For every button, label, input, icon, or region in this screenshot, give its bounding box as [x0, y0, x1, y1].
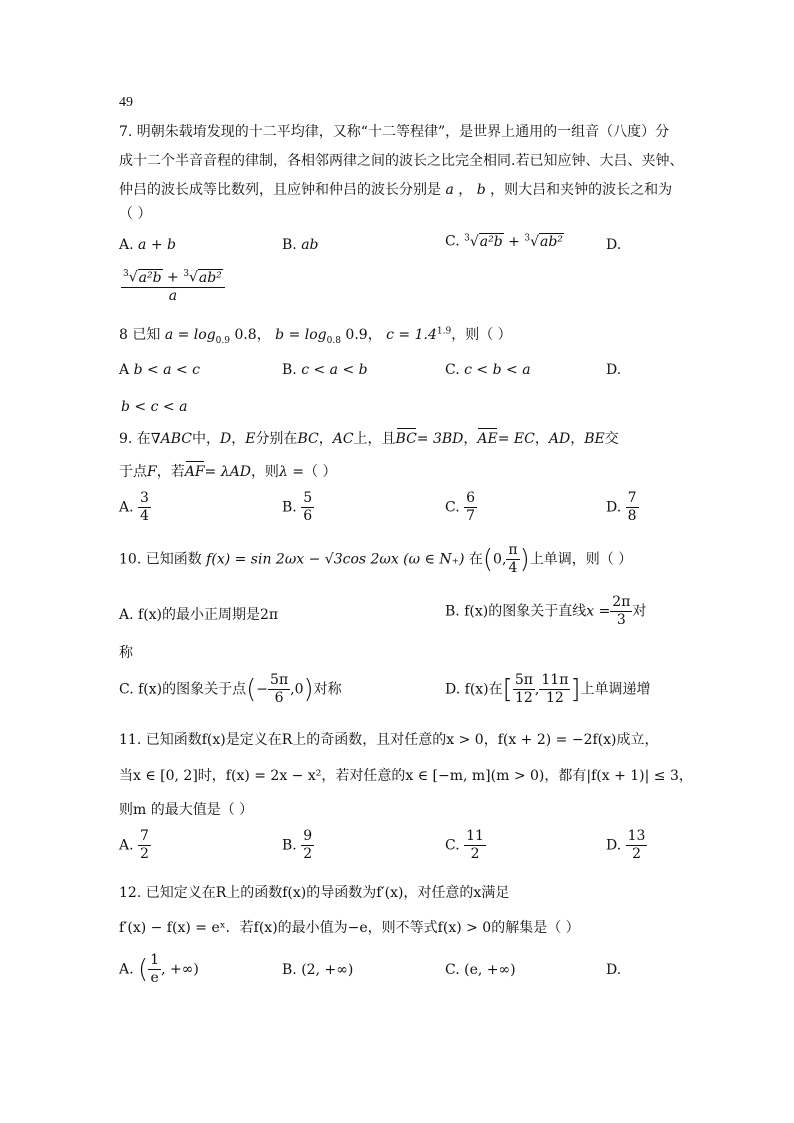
q12-option-c-label: C. — [445, 962, 460, 978]
q10-option-c-post: 对称 — [313, 681, 342, 698]
q11-option-a-label: A. — [119, 837, 134, 854]
q12-option-b — [282, 962, 353, 978]
q8-prefix: 8 已知 — [119, 327, 161, 343]
q12-option-c-text: (e, +∞) — [464, 962, 516, 978]
q9-option-a — [119, 490, 151, 525]
q9-line2-prefix: 于点 — [119, 464, 147, 480]
q11-option-b-num: 9 — [303, 828, 313, 844]
q9-vec-ae: AE — [477, 431, 498, 447]
q8-option-d-text: b < c < a — [121, 399, 188, 415]
q9-eq2-right: = EC — [497, 431, 535, 447]
q10-option-d-n2: 11π — [541, 672, 569, 688]
q8-option-b-label: B. — [282, 362, 297, 378]
q9-mid: 中， — [191, 431, 220, 447]
q11-option-a-num: 7 — [140, 828, 149, 844]
q8-a-base: 0.9 — [215, 335, 230, 346]
q9-option-b — [282, 490, 314, 525]
q10-option-d-label: D. — [445, 681, 461, 698]
q10-option-b-label: B. — [445, 603, 460, 620]
q9-option-d-den: 8 — [627, 508, 637, 524]
q9-seg-ad: AD — [548, 431, 571, 447]
q10-option-d-pre: f(x)在 — [464, 681, 503, 698]
q8-option-a-text: b < a < c — [133, 362, 200, 378]
q7-line2: 成十二个半音音程的律制，各相邻两律之间的波长之比完全相同.若已知应钟、大吕、夹钟、 — [119, 153, 684, 169]
q7-option-b-label: B. — [282, 237, 297, 253]
q9-option-a-den: 4 — [140, 508, 149, 524]
q10-in: 在 — [468, 551, 483, 568]
q9-seg-bc: BC — [297, 431, 319, 447]
q9-option-b-den: 6 — [303, 508, 313, 524]
q9-option-b-label: B. — [282, 499, 297, 516]
q10-option-b-wrap: 称 — [119, 645, 133, 661]
q7-option-c-expr: $^3$√a²b + $^3$√ab² — [464, 233, 563, 250]
q9-triangle: ∇ABC — [150, 431, 192, 447]
q10-option-d-d2: 12 — [545, 690, 564, 706]
q10-option-b-post: 对 — [632, 603, 647, 620]
q8-c-expr: c = 1.4 — [386, 327, 437, 343]
q7-option-d-label: D. — [606, 237, 622, 253]
q7-line1: 7. 明朝朱载堉发现的十二平均律，又称“十二等程律”，是世界上通用的一组音（八度）分 — [119, 124, 670, 140]
q9-prefix: 9. 在 — [119, 431, 151, 447]
q11-option-d — [606, 828, 647, 863]
q10-option-a-label: A. — [119, 607, 134, 623]
q11-option-c-den: 2 — [470, 846, 480, 862]
q10-option-b-pre: f(x)的图象关于直线 — [464, 603, 587, 620]
q9-eq3-right: = λAD — [204, 464, 251, 480]
q8-b-base: 0.8 — [326, 335, 341, 346]
q9-option-c-label: C. — [445, 499, 460, 516]
q7-option-d — [606, 237, 621, 253]
q9-option-b-num: 5 — [303, 490, 313, 506]
q12-option-d — [606, 962, 621, 978]
q12-option-a-num: 1 — [150, 952, 160, 968]
q7-option-a — [119, 237, 176, 253]
q9-option-c-den: 7 — [466, 508, 476, 524]
q8-c-exp: 1.9 — [436, 326, 452, 337]
q7-option-c — [445, 233, 564, 250]
q12-line2: f′(x) − f(x) = eˣ．若f(x)的最小值为−e，则不等式f(x) > 0的解集是（ ） — [119, 920, 580, 936]
q11-option-a — [119, 828, 151, 863]
q10-option-b-den: 3 — [616, 612, 626, 628]
q10-option-b — [445, 594, 646, 629]
q9-on: 上，且 — [353, 431, 396, 447]
q9-option-a-num: 3 — [140, 490, 149, 506]
q8-option-d-label: D. — [606, 362, 622, 378]
q8-option-a-label: A — [119, 362, 130, 378]
q11-option-b-label: B. — [282, 837, 297, 854]
q11-option-c — [445, 828, 486, 863]
q7-blank: （ ） — [119, 206, 152, 222]
q8-b-expr: b = log — [275, 327, 327, 343]
q12-option-a-post: , +∞) — [161, 961, 199, 978]
q12-option-a-label: A. — [119, 961, 134, 978]
q10-option-b-x: x = — [586, 603, 611, 620]
q11-line1: 11. 已知函数f(x)是定义在R上的奇函数，且对任意的x > 0，f(x + 2) = −2f(x)成立， — [119, 732, 659, 748]
q8-option-a — [119, 362, 200, 378]
q8-option-d — [606, 362, 621, 378]
page-number: 49 — [119, 95, 133, 110]
q9-line2 — [119, 461, 336, 481]
q11-option-c-label: C. — [445, 837, 460, 854]
q7-line3-mid: ，则大吕和夹钟的波长之和为 — [490, 182, 673, 198]
q9-point-e: E — [245, 431, 256, 447]
q12-option-b-text: (2, +∞) — [301, 962, 354, 978]
q11-option-c-num: 11 — [466, 828, 484, 844]
q11-option-d-den: 2 — [632, 846, 642, 862]
q7-line3: 仲吕的波长成等比数列，且应钟和仲吕的波长分别是 a ， b ，则大吕和夹钟的波长之和为 — [119, 182, 673, 198]
q10-option-b-num: 2π — [612, 594, 631, 610]
q9-option-d — [606, 490, 639, 525]
q9-point-d: D — [219, 431, 232, 447]
q10-option-a-text: f(x)的最小正周期是2π — [138, 607, 279, 623]
q8-a-arg: 0.8 — [234, 327, 257, 343]
q12-option-a: A. ( $\frac{1}{e}$ , +∞) — [119, 952, 199, 986]
q7-option-b — [282, 237, 319, 253]
q9-suffix: ，则 — [250, 464, 279, 480]
q7-var-a: a — [441, 182, 459, 198]
q11-line3: 则m 的最大值是（ ） — [119, 802, 254, 818]
q11-option-d-num: 13 — [627, 828, 646, 844]
q8-suffix: ，则（ ） — [451, 327, 512, 343]
q7-option-c-label: C. — [445, 233, 460, 250]
q12-line1: 12. 已知定义在R上的函数f(x)的导函数为f′(x)，对任意的x满足 — [119, 885, 510, 901]
q7-var-b: b — [472, 182, 491, 198]
q9-if: ，若 — [156, 464, 185, 480]
q12-option-b-label: B. — [282, 962, 297, 978]
q10-func: f(x) = sin 2ωx − √3cos 2ωx (ω ∈ N₊) — [206, 551, 465, 568]
q9-option-d-label: D. — [606, 499, 622, 516]
q9-option-d-num: 7 — [627, 490, 637, 506]
q12-option-d-label: D. — [606, 962, 622, 978]
q8-a-expr: a = log — [164, 327, 216, 343]
q7-option-a-text: a + b — [138, 237, 176, 253]
q9-point-f: F — [147, 464, 157, 480]
q10-suffix: 上单调，则（ ） — [529, 551, 633, 568]
q9-vec-bc: BC — [395, 431, 417, 447]
q11-option-a-den: 2 — [140, 846, 149, 862]
q10-prefix: 10. 已知函数 — [119, 551, 202, 568]
q12-option-c — [445, 962, 516, 978]
q8-option-b — [282, 362, 368, 378]
q11-option-b — [282, 828, 314, 863]
q9-option-c — [445, 490, 477, 525]
q9-mid2: 分别在 — [255, 431, 298, 447]
q7-option-d-expr: $\frac{^3√a^2b + ^3√ab^2}{a}$ — [121, 266, 225, 305]
q10-option-d: D. f(x)在[ $\frac{5\pi}{12}$ , $\frac{11\pi}{12}$ ]上单调递增 — [445, 672, 651, 706]
q10-option-c-den: 6 — [274, 690, 284, 706]
q10-option-d-n1: 5π — [514, 672, 533, 688]
q11-option-d-label: D. — [606, 837, 622, 854]
q7-option-a-label: A. — [119, 237, 134, 253]
q10-stem: 10. 已知函数 f(x) = sin 2ωx − √3cos 2ωx (ω ∈ N₊) 在(0, $\frac{\pi}{4}$ )上单调，则（ ） — [119, 542, 633, 576]
q8-option-c — [445, 362, 531, 378]
q7-option-b-text: ab — [301, 237, 319, 253]
q8-b-arg: 0.9 — [345, 327, 368, 343]
q9-seg-ac: AC — [332, 431, 354, 447]
q10-interval-num: π — [508, 542, 518, 558]
q9-blank: （ ） — [304, 464, 337, 480]
q12-option-a-den: e — [150, 970, 159, 986]
q8-option-c-label: C. — [445, 362, 460, 378]
q10-interval-den: 4 — [508, 560, 518, 576]
q7-line3-prefix: 仲吕的波长成等比数列，且应钟和仲吕的波长分别是 — [119, 182, 441, 198]
q9-lambda: λ = — [278, 464, 304, 480]
q10-option-d-d1: 12 — [514, 690, 533, 706]
q8-option-b-text: c < a < b — [301, 362, 368, 378]
q9-option-a-label: A. — [119, 499, 134, 516]
q9-line1: 9. 在∇ABC中，D，E分别在BC，AC上，且BC= 3BD，AE= EC，AD，BE交 — [119, 431, 619, 447]
q11-option-b-den: 2 — [303, 846, 313, 862]
q9-seg-be: BE — [584, 431, 605, 447]
q8-stem: 8 已知 $a = \log_{0.9} 0.8$， $b = \log_{0.8} 0.9$， $c = 1.4^{1.9}$，则（ ） — [119, 326, 512, 346]
q10-option-a — [119, 604, 278, 624]
q10-option-c-num: 5π — [270, 672, 289, 688]
q10-option-c-label: C. — [119, 681, 134, 698]
q11-line2: 当x ∈ [0, 2]时，f(x) = 2x − x²，若对任意的x ∈ [−m, m](m > 0)，都有|f(x + 1)| ≤ 3， — [119, 768, 693, 784]
q9-option-c-num: 6 — [466, 490, 476, 506]
q9-intersect: 交 — [604, 431, 619, 447]
q10-option-c-pre: f(x)的图象关于点 — [138, 681, 247, 698]
q10-option-d-post: 上单调递增 — [580, 681, 651, 698]
q9-vec-af: AF — [184, 464, 205, 480]
q10-option-c: C. f(x)的图象关于点(− $\frac{5\pi}{6}$ ,0)对称 — [119, 672, 342, 706]
q8-option-c-text: c < b < a — [464, 362, 531, 378]
q9-eq1-right: = 3BD — [416, 431, 464, 447]
